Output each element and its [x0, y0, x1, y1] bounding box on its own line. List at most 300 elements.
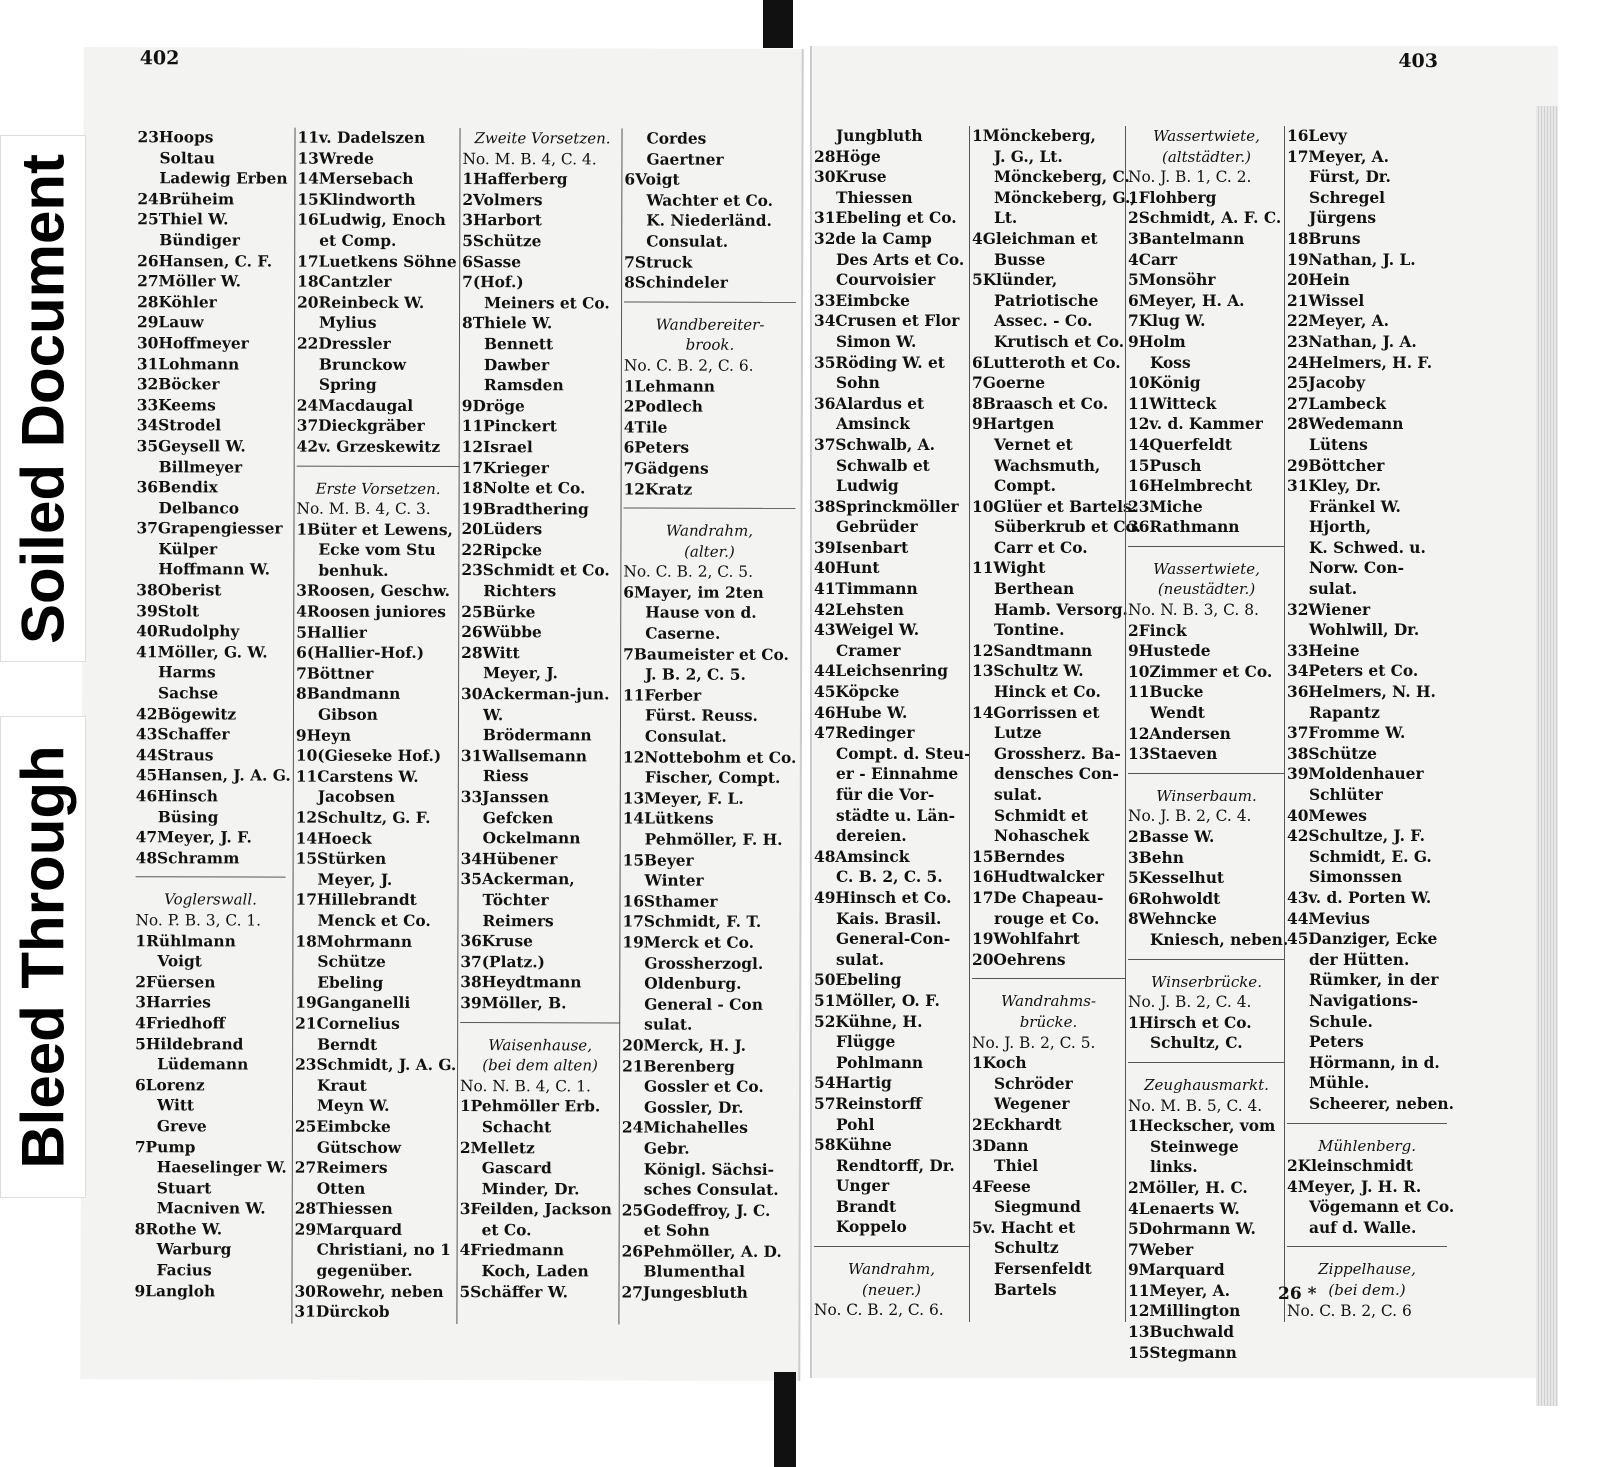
house-entry: 9Heyn [295, 726, 352, 745]
signature-mark: 26 * [1278, 1284, 1317, 1304]
resident-entry: Amsinck [836, 415, 910, 434]
house-entry: 33Eimbcke [814, 291, 910, 310]
house-entry: 12Millington [1128, 1302, 1241, 1321]
house-entry: 5Schütze [462, 232, 542, 251]
house-entry: 27Möller W. [137, 272, 242, 291]
house-entry: 6Meyer, H. A. [1128, 291, 1245, 310]
house-entry: 8Wehncke [1128, 910, 1217, 929]
house-entry: 13Meyer, F. L. [622, 789, 744, 808]
house-entry: 12Schultz, G. F. [295, 808, 431, 827]
street-heading: (alter.) [684, 542, 735, 561]
district-code: No. M. B. 5, C. 4. [1128, 1096, 1263, 1115]
house-entry: 30Hoffmeyer [136, 334, 249, 353]
house-entry: 32Böcker [136, 375, 220, 394]
house-entry: 1Lehmann [623, 377, 716, 396]
house-entry: 37(Platz.) [460, 952, 545, 972]
house-entry: 15Stegmann [1128, 1343, 1237, 1362]
house-entry: 11v. Dadelszen [297, 128, 426, 147]
section-divider [1128, 546, 1285, 559]
house-entry: 10(Gieseke Hof.) [295, 746, 442, 766]
house-entry: 26Hansen, C. F. [137, 251, 273, 271]
house-entry: 37Dieckgräber [296, 416, 425, 436]
house-entry: 38Oberist [136, 581, 222, 600]
house-entry: 3Bantelmann [1128, 229, 1245, 248]
resident-entry: Koss [1150, 353, 1191, 372]
resident-entry: Brunckow [318, 355, 406, 374]
house-entry: 18Bruns [1287, 229, 1361, 248]
resident-entry: General - Con [644, 995, 763, 1014]
house-entry: 24Macdaugal [296, 396, 414, 415]
resident-entry: Krutisch et Co. [994, 332, 1125, 351]
house-entry: 21Berenberg [622, 1057, 735, 1076]
resident-entry: Minder, Dr. [481, 1179, 580, 1199]
resident-entry: Rendtorff, Dr. [836, 1156, 955, 1175]
resident-entry: K. Schwed. u. [1309, 538, 1426, 557]
resident-entry: Witt [156, 1096, 195, 1115]
house-entry: 18Nolte et Co. [461, 479, 586, 498]
resident-entry: auf d. Walle. [1309, 1218, 1417, 1237]
street-heading: (altstädter.) [1162, 147, 1251, 166]
house-entry: 6Lutteroth et Co. [972, 353, 1121, 372]
district-code: No. J. B. 1, C. 2. [1128, 168, 1252, 187]
resident-entry: Navigations- [1309, 991, 1419, 1010]
resident-entry: für die Vor- [836, 786, 935, 804]
house-entry: 7Böttner [296, 664, 374, 683]
resident-entry: Gütschow [316, 1138, 402, 1157]
resident-entry: Schultz, C. [1150, 1034, 1243, 1053]
resident-entry: Gascard [481, 1159, 552, 1178]
resident-entry: Thiessen [836, 188, 913, 207]
house-entry: 11Meyer, A. [1128, 1281, 1230, 1300]
street-heading: Waisenhause, [488, 1035, 593, 1054]
house-entry: 11Carstens W. [295, 767, 419, 786]
resident-entry: Töchter [482, 891, 549, 910]
resident-entry: Busse [994, 250, 1046, 269]
house-entry: 31Ebeling et Co. [814, 209, 957, 228]
resident-entry: Patriotische [994, 291, 1099, 310]
house-entry: 37Grapengiesser [136, 519, 283, 538]
house-entry: 8Schindeler [624, 273, 728, 292]
resident-entry: Schmidt et [994, 806, 1088, 825]
house-entry: 5v. Hacht et [972, 1218, 1076, 1237]
street-heading: (neuer.) [861, 1280, 922, 1299]
house-entry: 22Ripcke [461, 540, 543, 560]
house-entry: 34Peters et Co. [1287, 662, 1419, 681]
house-entry: 25Thiel W. [137, 210, 229, 229]
house-entry: 1Koch [972, 1054, 1027, 1073]
resident-entry: Schütze [317, 952, 386, 972]
district-code: No. C. B. 2, C. 5. [623, 562, 754, 582]
house-entry: 18Cantzler [297, 272, 392, 292]
street-heading: brook. [685, 335, 735, 355]
resident-entry: C. B. 2, C. 5. [836, 868, 943, 887]
house-entry: 46Hinsch [135, 787, 219, 806]
house-entry: 4Carr [1128, 250, 1178, 269]
resident-entry: Gefcken [482, 808, 554, 827]
house-entry: 7Weber [1128, 1240, 1194, 1259]
resident-entry: K. Niederländ. [646, 211, 772, 231]
section-divider [1287, 1246, 1447, 1259]
street-heading: Wandrahm, [665, 521, 754, 540]
house-entry: 31Lohmann [136, 354, 240, 373]
house-entry: 29Marquard [294, 1220, 403, 1239]
house-entry: 42Schultze, J. F. [1287, 827, 1426, 846]
district-code: No. P. B. 3, C. 1. [135, 911, 262, 930]
house-entry: 25Jacoby [1287, 374, 1366, 393]
resident-entry: Compt. d. Steu- [836, 744, 971, 763]
resident-entry: Külper [158, 540, 218, 559]
binding-top [763, 0, 793, 48]
resident-entry: Mylius [318, 314, 377, 333]
resident-entry: Blumenthal [643, 1262, 746, 1282]
resident-entry: städte u. Län- [836, 806, 956, 825]
house-entry: 50Ebeling [814, 971, 902, 990]
house-entry: 22Dressler [296, 334, 391, 353]
resident-entry: Consulat. [644, 727, 727, 746]
house-entry: 20Hein [1287, 271, 1350, 290]
street-heading: Wandrahm, [847, 1260, 936, 1279]
house-entry: 20Lüders [461, 520, 543, 539]
street-heading: (neustädter.) [1157, 580, 1256, 599]
district-code: No. J. B. 2, C. 4. [1128, 993, 1252, 1012]
house-entry: 1Hirsch et Co. [1128, 1013, 1252, 1032]
resident-entry: et Co. [481, 1220, 532, 1240]
district-code: No. N. B. 3, C. 8. [1128, 601, 1259, 620]
house-entry: 28Höge [814, 147, 881, 166]
resident-entry: Jacobsen [317, 788, 396, 807]
house-entry: 11Witteck [1128, 394, 1217, 413]
house-entry: 38Schütze [1287, 744, 1377, 763]
resident-entry: General-Con- [836, 930, 951, 949]
resident-entry: Bündiger [159, 231, 240, 250]
house-entry: 8Bandmann [296, 685, 401, 704]
house-entry: 3Behn [1128, 848, 1184, 867]
house-entry: 35Ackerman, [460, 870, 575, 889]
house-entry: 4Lenaerts W. [1128, 1199, 1240, 1218]
resident-entry: Wendt [1150, 704, 1205, 723]
house-entry: 25Eimbcke [294, 1117, 391, 1136]
house-entry: 19Bradthering [461, 499, 589, 519]
resident-entry: Facius [156, 1261, 212, 1280]
house-entry: 5Monsöhr [1128, 271, 1216, 290]
house-entry: 6Mayer, im 2ten [623, 583, 764, 602]
house-entry: 36Rathmann [1128, 518, 1240, 537]
house-entry: 13Buchwald [1128, 1323, 1235, 1342]
district-code: No. N. B. 4, C. 1. [460, 1076, 591, 1096]
resident-entry: Harms [158, 663, 216, 682]
house-entry: 12Kratz [623, 479, 693, 499]
house-entry: 7(Hof.) [462, 273, 524, 292]
resident-entry: Assec. - Co. [994, 312, 1093, 331]
resident-entry: Fürst. Reuss. [644, 706, 758, 726]
house-entry: 7Baumeister et Co. [623, 645, 789, 664]
house-entry: 34Crusen et Flor [814, 312, 960, 331]
house-entry: 27Reimers [294, 1158, 388, 1177]
resident-entry: Gossler et Co. [644, 1077, 764, 1096]
binding-bottom [774, 1372, 796, 1467]
column [291, 128, 460, 1324]
resident-entry: Riess [482, 767, 529, 786]
house-entry: 23Schmidt, J. A. G. [295, 1055, 457, 1075]
resident-entry: Simon W. [836, 332, 917, 351]
resident-entry: rouge et Co. [994, 909, 1100, 928]
left-page [80, 47, 803, 1381]
house-entry: 25Bürke [461, 602, 536, 621]
resident-entry: Rapantz [1309, 703, 1380, 722]
house-entry: 31Wallsemann [460, 746, 588, 766]
resident-entry: Grossherz. Ba- [994, 744, 1121, 763]
house-entry: 54Hartig [814, 1074, 892, 1093]
house-entry: 36Bendix [136, 478, 218, 497]
house-entry: 17Schmidt, F. T. [622, 912, 762, 932]
resident-entry: sulat. [836, 950, 885, 969]
house-entry: 39Isenbart [814, 538, 909, 557]
house-entry: 23Miche [1128, 497, 1203, 516]
resident-entry: sches Consulat. [643, 1180, 779, 1199]
resident-entry: sulat. [994, 786, 1043, 804]
section-divider [1287, 1123, 1447, 1136]
house-entry: 5Dohrmann W. [1128, 1220, 1256, 1239]
resident-entry: J. B. 2, C. 5. [645, 665, 746, 685]
resident-entry: Gibson [317, 705, 378, 724]
house-entry: 36Kruse [460, 932, 533, 951]
house-entry: 1Mönckeberg, [972, 127, 1096, 145]
section-divider [460, 1022, 620, 1035]
house-entry: 38Heydtmann [460, 973, 582, 992]
resident-entry: Carr et Co. [994, 538, 1088, 557]
resident-entry: Ecke vom Stu [318, 540, 436, 560]
house-entry: 5Schäffer W. [459, 1282, 569, 1301]
resident-entry: Fürst, Dr. [1309, 168, 1391, 187]
house-entry: 23Hoops [137, 128, 214, 147]
house-entry: 25Godeffroy, J. C. [621, 1201, 771, 1220]
house-entry: 44Leichsenring [814, 662, 948, 681]
column [969, 126, 1141, 1322]
resident-entry: Stuart [156, 1178, 212, 1198]
house-entry: 3Harries [135, 993, 212, 1012]
bleed-through-stamp [0, 716, 86, 1198]
resident-entry: Tontine. [994, 621, 1065, 640]
column [618, 128, 796, 1324]
house-entry: 29Böttcher [1287, 456, 1385, 475]
section-divider [814, 1246, 969, 1259]
resident-entry: Lüdemann [157, 1055, 249, 1074]
house-entry: 43v. d. Porten W. [1287, 888, 1432, 907]
resident-entry: Oldenburg. [644, 974, 742, 993]
house-entry: 24Brüheim [137, 189, 235, 209]
page-edge [1536, 106, 1558, 1406]
resident-entry: Flügge [836, 1033, 896, 1052]
house-entry: 1Büter et Lewens, [296, 520, 453, 539]
house-entry: 33Janssen [460, 788, 549, 807]
resident-entry: Mönckeberg, C. [994, 168, 1130, 187]
house-entry: 17Krieger [461, 458, 549, 477]
house-entry: 16Hudtwalcker [972, 868, 1105, 887]
house-entry: 33Keems [136, 395, 216, 415]
resident-entry: Wachter et Co. [646, 191, 774, 210]
house-entry: 28Thiessen [294, 1199, 393, 1219]
resident-entry: Delbanco [158, 498, 240, 518]
house-entry: 44Mevius [1287, 909, 1370, 928]
house-entry: 48Schramm [135, 848, 240, 868]
resident-entry: Brödermann [482, 726, 592, 745]
house-entry: 14Querfeldt [1128, 435, 1233, 454]
resident-entry: Macniven W. [156, 1199, 266, 1218]
house-entry: 49Hinsch et Co. [814, 888, 952, 907]
house-entry: 15Berndes [972, 847, 1065, 866]
street-heading: (bei dem.) [1328, 1281, 1406, 1300]
street-heading: Zweite Vorsetzen. [474, 129, 611, 148]
resident-entry: Grossherzogl. [644, 954, 764, 973]
resident-entry: Dawber [483, 355, 550, 374]
resident-entry: et Comp. [319, 231, 397, 250]
resident-entry: Schröder [994, 1074, 1073, 1093]
house-entry: 18Mohrmann [295, 932, 413, 951]
resident-entry: Schregel [1309, 188, 1385, 207]
resident-entry: Hoffmann W. [158, 560, 271, 580]
resident-entry: Hinck et Co. [994, 683, 1101, 702]
house-entry: 15Pusch [1128, 456, 1202, 475]
house-entry: 6Peters [623, 438, 690, 457]
house-entry: 2Füersen [135, 972, 216, 992]
house-entry: 4Meyer, J. H. R. [1287, 1177, 1422, 1196]
section-divider [1128, 1062, 1285, 1075]
district-code: No. C. B. 2, C. 6 [1287, 1301, 1412, 1320]
street-heading: Wassertwiete, [1153, 127, 1260, 145]
resident-entry: er - Einnahme [836, 765, 959, 784]
house-entry: 15Klindworth [297, 190, 416, 209]
house-entry: 23Schmidt et Co. [461, 561, 610, 580]
street-heading: Winserbrücke. [1151, 972, 1262, 991]
section-divider [1128, 959, 1285, 972]
resident-entry: Peters [1309, 1033, 1364, 1052]
house-entry: 34Strodel [136, 416, 222, 435]
house-entry: 6Voigt [624, 170, 680, 189]
resident-entry: Cordes [646, 129, 707, 148]
house-entry: 5Hildebrand [135, 1034, 244, 1054]
house-entry: 19Wohlfahrt [972, 930, 1080, 949]
house-entry: 13Schultz W. [972, 662, 1084, 681]
house-entry: 57Reinstorff [814, 1094, 922, 1113]
resident-entry: Billmeyer [158, 457, 243, 476]
district-code: No. C. B. 2, C. 6. [814, 1301, 944, 1320]
resident-entry: Fränkel W. [1309, 497, 1401, 516]
page-number: 402 [139, 47, 180, 70]
street-heading: Erste Vorsetzen. [315, 479, 441, 498]
house-entry: 20Reinbeck W. [297, 293, 425, 312]
house-entry: 14Hoeck [295, 829, 372, 848]
house-entry: 7Klug W. [1128, 312, 1206, 331]
house-entry: 9Holm [1128, 332, 1186, 351]
house-entry: 9Langloh [134, 1281, 216, 1301]
house-entry: 1Rühlmann [135, 931, 236, 951]
house-entry: 12Israel [461, 437, 533, 457]
house-entry: 13Wrede [297, 149, 374, 168]
house-entry: 17Luetkens Söhne [297, 252, 457, 271]
house-entry: 15Beyer [622, 851, 694, 870]
house-entry: 40Mewes [1287, 806, 1367, 825]
house-entry: 14Lütkens [622, 809, 714, 829]
house-entry: 12Andersen [1128, 724, 1231, 743]
house-entry: 14Mersebach [297, 169, 414, 189]
section-divider [624, 508, 796, 521]
resident-entry: Greve [156, 1117, 207, 1136]
resident-entry: Wachsmuth, [994, 456, 1101, 475]
resident-entry: Kniesch, neben. [1150, 930, 1289, 949]
house-entry: 3Harbort [462, 211, 542, 230]
resident-entry: Süberkrub et Co. [994, 518, 1141, 537]
resident-entry: sulat. [644, 1015, 693, 1035]
house-entry: 3Feilden, Jackson [459, 1200, 612, 1219]
house-entry: 45Hansen, J. A. G. [135, 766, 291, 786]
resident-entry: Scheerer, neben. [1309, 1094, 1454, 1113]
resident-entry: Fersenfeldt [994, 1260, 1092, 1279]
stamp-label: Soiled Document [9, 153, 77, 644]
resident-entry: Schlüter [1309, 786, 1383, 804]
house-entry: 2Möller, H. C. [1128, 1178, 1248, 1197]
resident-entry: Ockelmann [482, 829, 581, 848]
resident-entry: Thiel [994, 1157, 1039, 1176]
house-entry: 5Klünder, [972, 271, 1058, 290]
house-entry: 17De Chapeau- [972, 888, 1104, 907]
section-divider [624, 301, 796, 314]
resident-entry: Gaertner [646, 150, 724, 169]
resident-entry: Des Arts et Co. [836, 250, 965, 269]
section-divider [297, 465, 460, 478]
resident-entry: Kraut [317, 1076, 367, 1095]
house-entry: 43Schaffer [135, 725, 230, 744]
house-entry: 6Lorenz [135, 1075, 205, 1095]
street-heading: Wassertwiete, [1153, 559, 1260, 578]
house-entry: 45Danziger, Ecke [1287, 930, 1438, 949]
resident-entry: Schultz [994, 1239, 1059, 1258]
resident-entry: Rümker, in der [1309, 971, 1439, 990]
resident-entry: Vögemann et Co. [1309, 1198, 1455, 1217]
house-entry: 12v. d. Kammer [1128, 415, 1263, 434]
resident-entry: et Sohn [643, 1221, 710, 1240]
house-entry: 3Dann [972, 1136, 1029, 1155]
resident-entry: Gebr. [643, 1139, 690, 1158]
stamp-label: Bleed Through [9, 745, 77, 1169]
resident-entry: Berthean [994, 580, 1075, 599]
house-entry: 28Witt [461, 643, 520, 663]
resident-entry: Cramer [836, 641, 901, 660]
house-entry: 4Tile [623, 418, 668, 437]
section-divider [136, 877, 286, 890]
resident-entry: Ladewig Erben [159, 169, 288, 188]
house-entry: 21Cornelius [295, 1014, 400, 1033]
house-entry: 51Möller, O. F. [814, 991, 940, 1010]
district-code: No. C. B. 2, C. 6. [623, 356, 754, 375]
house-entry: 7Struck [624, 253, 693, 272]
house-entry: 39Moldenhauer [1287, 765, 1424, 784]
house-entry: 16Helmbrecht [1128, 477, 1253, 496]
house-entry: 19Nathan, J. L. [1287, 250, 1416, 269]
house-entry: 6(Hallier-Hof.) [296, 643, 425, 663]
house-entry: 31Dürckob [294, 1302, 390, 1322]
resident-entry: Warburg [156, 1240, 232, 1259]
street-heading: (bei dem alten) [482, 1056, 598, 1075]
resident-entry: Hjorth, [1309, 518, 1372, 537]
house-entry: 11Bucke [1128, 683, 1204, 702]
page-number: 403 [1398, 50, 1438, 72]
resident-entry: Schmidt, E. G. [1309, 847, 1432, 866]
house-entry: 4Friedhoff [135, 1014, 226, 1033]
house-entry: 2Volmers [462, 190, 543, 210]
house-entry: 41Möller, G. W. [136, 643, 268, 662]
resident-entry: Wohlwill, Dr. [1309, 621, 1420, 640]
resident-entry: Koch, Laden [481, 1262, 589, 1281]
